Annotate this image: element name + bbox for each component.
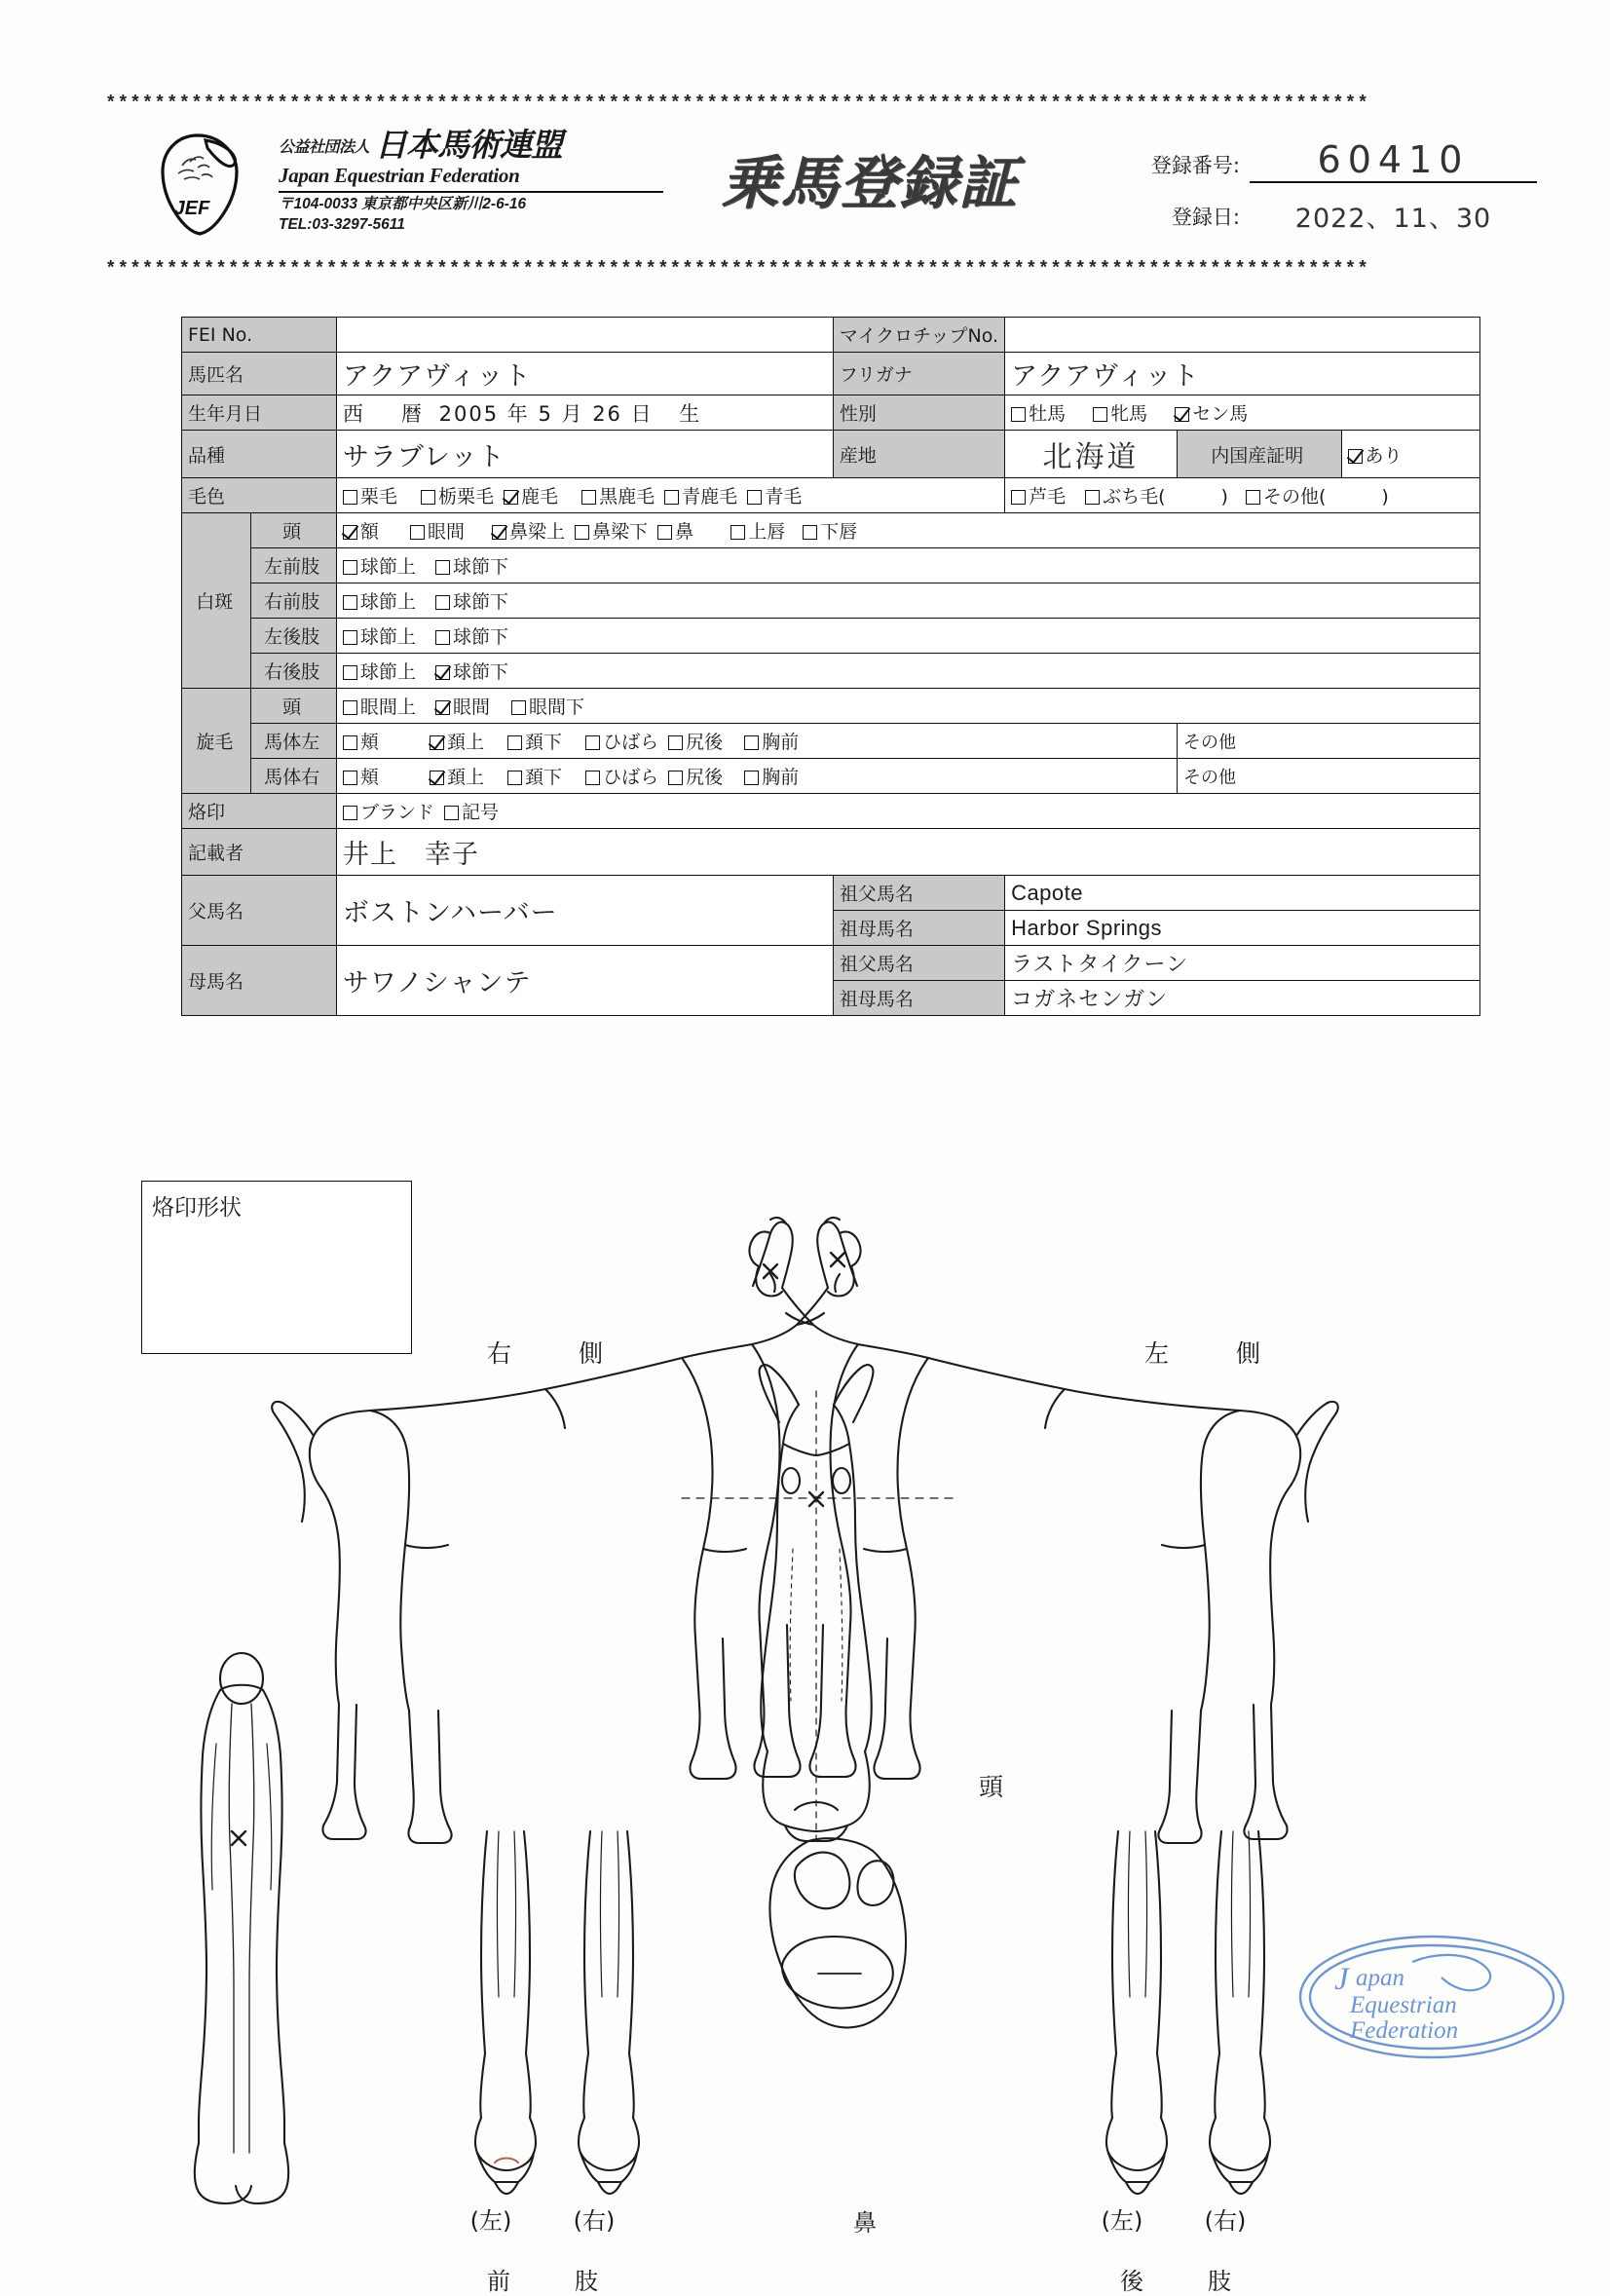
- sire-granddam-label: 祖母馬名: [833, 911, 1004, 946]
- recorder-value[interactable]: 井上 幸子: [336, 829, 1479, 876]
- white-right-fore-options[interactable]: [336, 583, 1479, 619]
- dob-year: 2005: [438, 401, 500, 426]
- front-head-figure: [682, 1365, 955, 1841]
- dob-suffix: 生: [679, 401, 702, 426]
- whorl-option-gankan-upper[interactable]: 眼間上: [343, 693, 416, 719]
- coat-option-kurokage[interactable]: 黒鹿毛: [581, 482, 655, 508]
- white-option-hitai[interactable]: 額: [343, 517, 379, 544]
- dob-label: 生年月日: [182, 395, 337, 431]
- document-title: 乗馬登録証: [721, 149, 1019, 216]
- white-part-right-hind: 右後肢: [251, 654, 337, 689]
- brand-option-symbol[interactable]: 記号: [444, 798, 499, 824]
- table-row-whorl-body-right: [182, 759, 1480, 794]
- recorder-label: 記載者: [182, 829, 337, 876]
- dam-label: 母馬名: [182, 946, 337, 1016]
- coat-option-kage[interactable]: 鹿毛: [504, 482, 558, 508]
- registration-date-value: 2022、11、30: [1294, 204, 1492, 234]
- sex-option-gelding[interactable]: セン馬: [1175, 399, 1248, 426]
- whorl-body-right-other[interactable]: その他: [1178, 759, 1480, 794]
- white-right-hind-options[interactable]: [336, 654, 1479, 689]
- table-row-recorder: [182, 829, 1480, 876]
- whorl-br-cheek[interactable]: 頬: [343, 763, 379, 789]
- whorl-br-neck-upper[interactable]: 頚上: [430, 763, 484, 789]
- table-row-dam: [182, 946, 1480, 981]
- domestic-certificate-label: 内国産証明: [1178, 431, 1342, 478]
- table-row-white-right-fore: [182, 583, 1480, 619]
- whorl-label: 旋毛: [182, 689, 251, 794]
- microchip-label: マイクロチップNo.: [833, 318, 1004, 353]
- table-row-coat-color: [182, 478, 1480, 513]
- sire-label: 父馬名: [182, 876, 337, 946]
- white-lh-lower[interactable]: 球節下: [435, 622, 508, 649]
- nose-muzzle-figure: [769, 1838, 906, 2027]
- jef-official-stamp: [1295, 1929, 1568, 2065]
- svg-text:Federation: Federation: [1350, 2017, 1459, 2044]
- registration-block: [1108, 138, 1537, 248]
- head-label: 頭: [979, 1773, 1004, 1801]
- org-prefix: 公益社団法人: [279, 137, 370, 156]
- white-lh-upper[interactable]: 球節上: [343, 622, 416, 649]
- dam-granddam-label: 祖母馬名: [833, 981, 1004, 1016]
- sire-grandsire-value[interactable]: Capote: [1005, 876, 1480, 911]
- rear-view-figure: [195, 1653, 288, 2203]
- horse-detail-table: [181, 317, 1480, 1016]
- svg-text:apan: apan: [1356, 1965, 1404, 1991]
- white-option-biryo-lower[interactable]: 鼻梁下: [575, 517, 648, 544]
- nose-label: 鼻: [853, 2209, 877, 2237]
- dob-value[interactable]: [336, 395, 833, 431]
- table-row-dob: [182, 395, 1480, 431]
- origin-value[interactable]: 北海道: [1005, 431, 1178, 478]
- org-name-japanese: 日本馬術連盟: [375, 126, 563, 164]
- white-part-left-fore: 左前肢: [251, 548, 337, 583]
- hind-right-label: (右): [1204, 2207, 1247, 2235]
- table-row-white-right-hind: [182, 654, 1480, 689]
- white-left-hind-options[interactable]: [336, 619, 1479, 654]
- whorl-part-body-left: 馬体左: [251, 724, 337, 759]
- white-option-gankan[interactable]: 眼間: [410, 517, 465, 544]
- star-divider-bottom: *******************************************************************************************************: [105, 258, 1369, 280]
- coat-color-options-primary[interactable]: [336, 478, 1004, 513]
- registration-number-field: [1250, 138, 1537, 183]
- registration-number-label: 登録番号:: [1150, 154, 1240, 177]
- whorl-part-head: 頭: [251, 689, 337, 724]
- brand-shape-box[interactable]: [141, 1181, 412, 1354]
- table-row-sire: [182, 876, 1480, 911]
- brand-shape-label: 烙印形状: [152, 1195, 242, 1221]
- whorl-option-gankan[interactable]: 眼間: [435, 693, 490, 719]
- white-part-head: 頭: [251, 513, 337, 548]
- fei-no-value[interactable]: [336, 318, 833, 353]
- registration-date-field: [1250, 197, 1537, 235]
- table-row-white-left-hind: [182, 619, 1480, 654]
- left-side-horse-figure: [749, 1218, 1337, 1843]
- dob-day-unit: 日: [630, 401, 654, 426]
- white-rh-upper[interactable]: 球節上: [343, 658, 416, 684]
- sex-label: 性別: [833, 395, 1004, 431]
- org-address: 〒104-0033 東京都中央区新川2-6-16: [279, 196, 527, 212]
- coat-option-aokage[interactable]: 青鹿毛: [664, 482, 737, 508]
- dam-grandsire-value[interactable]: ラストタイクーン: [1005, 946, 1480, 981]
- coat-option-tochikurige[interactable]: 栃栗毛: [421, 482, 494, 508]
- whorl-bl-neck-upper[interactable]: 頚上: [430, 728, 484, 754]
- breed-label: 品種: [182, 431, 337, 478]
- registration-number-value: 60410: [1317, 138, 1470, 181]
- white-lf-upper[interactable]: 球節上: [343, 552, 416, 579]
- whorl-bl-chest[interactable]: 胸前: [744, 728, 799, 754]
- white-option-upper-lip[interactable]: 上唇: [730, 517, 785, 544]
- whorl-bl-cheek[interactable]: 頬: [343, 728, 379, 754]
- organization-block: [279, 126, 688, 235]
- org-telephone: TEL:03-3297-5611: [279, 216, 405, 234]
- left-side-label: 左 側: [1144, 1339, 1283, 1368]
- dam-granddam-value[interactable]: コガネセンガン: [1005, 981, 1480, 1016]
- whorl-part-body-right: 馬体右: [251, 759, 337, 794]
- coat-color-options-secondary[interactable]: [1005, 478, 1480, 513]
- table-row-breed: [182, 431, 1480, 478]
- svg-text:JEF: JEF: [173, 198, 210, 219]
- brand-option-brand[interactable]: ブランド: [343, 798, 434, 824]
- coat-color-label: 毛色: [182, 478, 337, 513]
- org-name-english: Japan Equestrian Federation: [279, 164, 520, 187]
- hind-limbs-figure: [1106, 1831, 1270, 2194]
- white-option-biryo-upper[interactable]: 鼻梁上: [492, 517, 565, 544]
- whorl-body-left-other[interactable]: その他: [1178, 724, 1480, 759]
- svg-text:Equestrian: Equestrian: [1350, 1992, 1457, 2018]
- table-row-fei: [182, 318, 1480, 353]
- table-row-whorl-body-left: [182, 724, 1480, 759]
- sire-grandsire-label: 祖父馬名: [833, 876, 1004, 911]
- fei-no-label: FEI No.: [182, 318, 337, 353]
- sex-option-mare[interactable]: 牝馬: [1093, 399, 1147, 426]
- whorl-body-right-options[interactable]: [336, 759, 1177, 794]
- jef-logo-icon: [149, 132, 251, 238]
- horse-name-label: 馬匹名: [182, 353, 337, 395]
- domestic-certificate-option[interactable]: あり: [1341, 431, 1479, 478]
- white-rf-upper[interactable]: 球節上: [343, 587, 416, 614]
- whorl-body-left-options[interactable]: [336, 724, 1177, 759]
- table-row-horse-name: [182, 353, 1480, 395]
- white-lf-lower[interactable]: 球節下: [435, 552, 508, 579]
- table-row-white-head: [182, 513, 1480, 548]
- whorl-br-neck-lower[interactable]: 頚下: [507, 763, 562, 789]
- dob-year-unit: 年: [506, 401, 530, 426]
- sex-option-stallion[interactable]: 牡馬: [1011, 399, 1066, 426]
- horse-name-value[interactable]: アクアヴィット: [336, 353, 833, 395]
- microchip-value[interactable]: [1005, 318, 1480, 353]
- dob-day: 26: [592, 401, 622, 426]
- furigana-label: フリガナ: [833, 353, 1004, 395]
- whorl-option-gankan-lower[interactable]: 眼間下: [511, 693, 584, 719]
- dob-era-label: 西 暦: [342, 401, 431, 426]
- furigana-value[interactable]: アクアヴィット: [1005, 353, 1480, 395]
- dam-grandsire-label: 祖父馬名: [833, 946, 1004, 981]
- front-limbs-figure: [475, 1831, 639, 2194]
- brand-options[interactable]: [336, 794, 1479, 829]
- table-row-white-left-fore: [182, 548, 1480, 583]
- whorl-br-flank[interactable]: ひばら: [585, 763, 658, 789]
- white-rh-lower[interactable]: 球節下: [435, 658, 508, 684]
- front-left-label: (左): [469, 2207, 512, 2235]
- coat-option-ao[interactable]: 青毛: [747, 482, 802, 508]
- sex-options[interactable]: [1005, 395, 1480, 431]
- hind-limb-label: 後 肢: [1120, 2268, 1237, 2295]
- whorl-head-options[interactable]: [336, 689, 1479, 724]
- whorl-br-rear[interactable]: 尻後: [668, 763, 723, 789]
- org-divider: [279, 191, 663, 193]
- front-limb-label: 前 肢: [487, 2268, 604, 2295]
- whorl-bl-flank[interactable]: ひばら: [585, 728, 658, 754]
- brand-label: 烙印: [182, 794, 337, 829]
- coat-option-ashige[interactable]: 芦毛: [1011, 482, 1066, 508]
- whorl-br-chest[interactable]: 胸前: [744, 763, 799, 789]
- coat-option-other[interactable]: その他( ): [1246, 482, 1389, 508]
- dob-month: 5: [538, 401, 553, 426]
- whorl-bl-neck-lower[interactable]: 頚下: [507, 728, 562, 754]
- white-option-lower-lip[interactable]: 下唇: [803, 517, 857, 544]
- dam-value[interactable]: サワノシャンテ: [336, 946, 833, 1016]
- white-part-left-hind: 左後肢: [251, 619, 337, 654]
- right-side-label: 右 側: [487, 1339, 625, 1368]
- whorl-bl-rear[interactable]: 尻後: [668, 728, 723, 754]
- front-right-label: (右): [573, 2207, 616, 2235]
- white-left-fore-options[interactable]: [336, 548, 1479, 583]
- white-rf-lower[interactable]: 球節下: [435, 587, 508, 614]
- svg-text:J: J: [1334, 1962, 1349, 1997]
- white-head-options[interactable]: [336, 513, 1479, 548]
- table-row-brand: [182, 794, 1480, 829]
- hind-left-label: (左): [1101, 2207, 1143, 2235]
- breed-value[interactable]: サラブレット: [336, 431, 833, 478]
- sire-granddam-value[interactable]: Harbor Springs: [1005, 911, 1480, 946]
- white-option-hana[interactable]: 鼻: [657, 517, 693, 544]
- white-markings-label: 白斑: [182, 513, 251, 689]
- table-row-whorl-head: [182, 689, 1480, 724]
- sire-value[interactable]: ボストンハーバー: [336, 876, 833, 946]
- white-part-right-fore: 右前肢: [251, 583, 337, 619]
- registration-date-label: 登録日:: [1171, 206, 1240, 229]
- horse-diagram-section: [0, 1159, 1610, 2295]
- origin-label: 産地: [833, 431, 1004, 478]
- dob-month-unit: 月: [561, 401, 584, 426]
- star-divider-top: *******************************************************************************************************: [105, 93, 1369, 114]
- coat-option-buchige[interactable]: ぶち毛( ): [1085, 482, 1228, 508]
- document-header: [105, 127, 1535, 253]
- coat-option-kurige[interactable]: 栗毛: [343, 482, 397, 508]
